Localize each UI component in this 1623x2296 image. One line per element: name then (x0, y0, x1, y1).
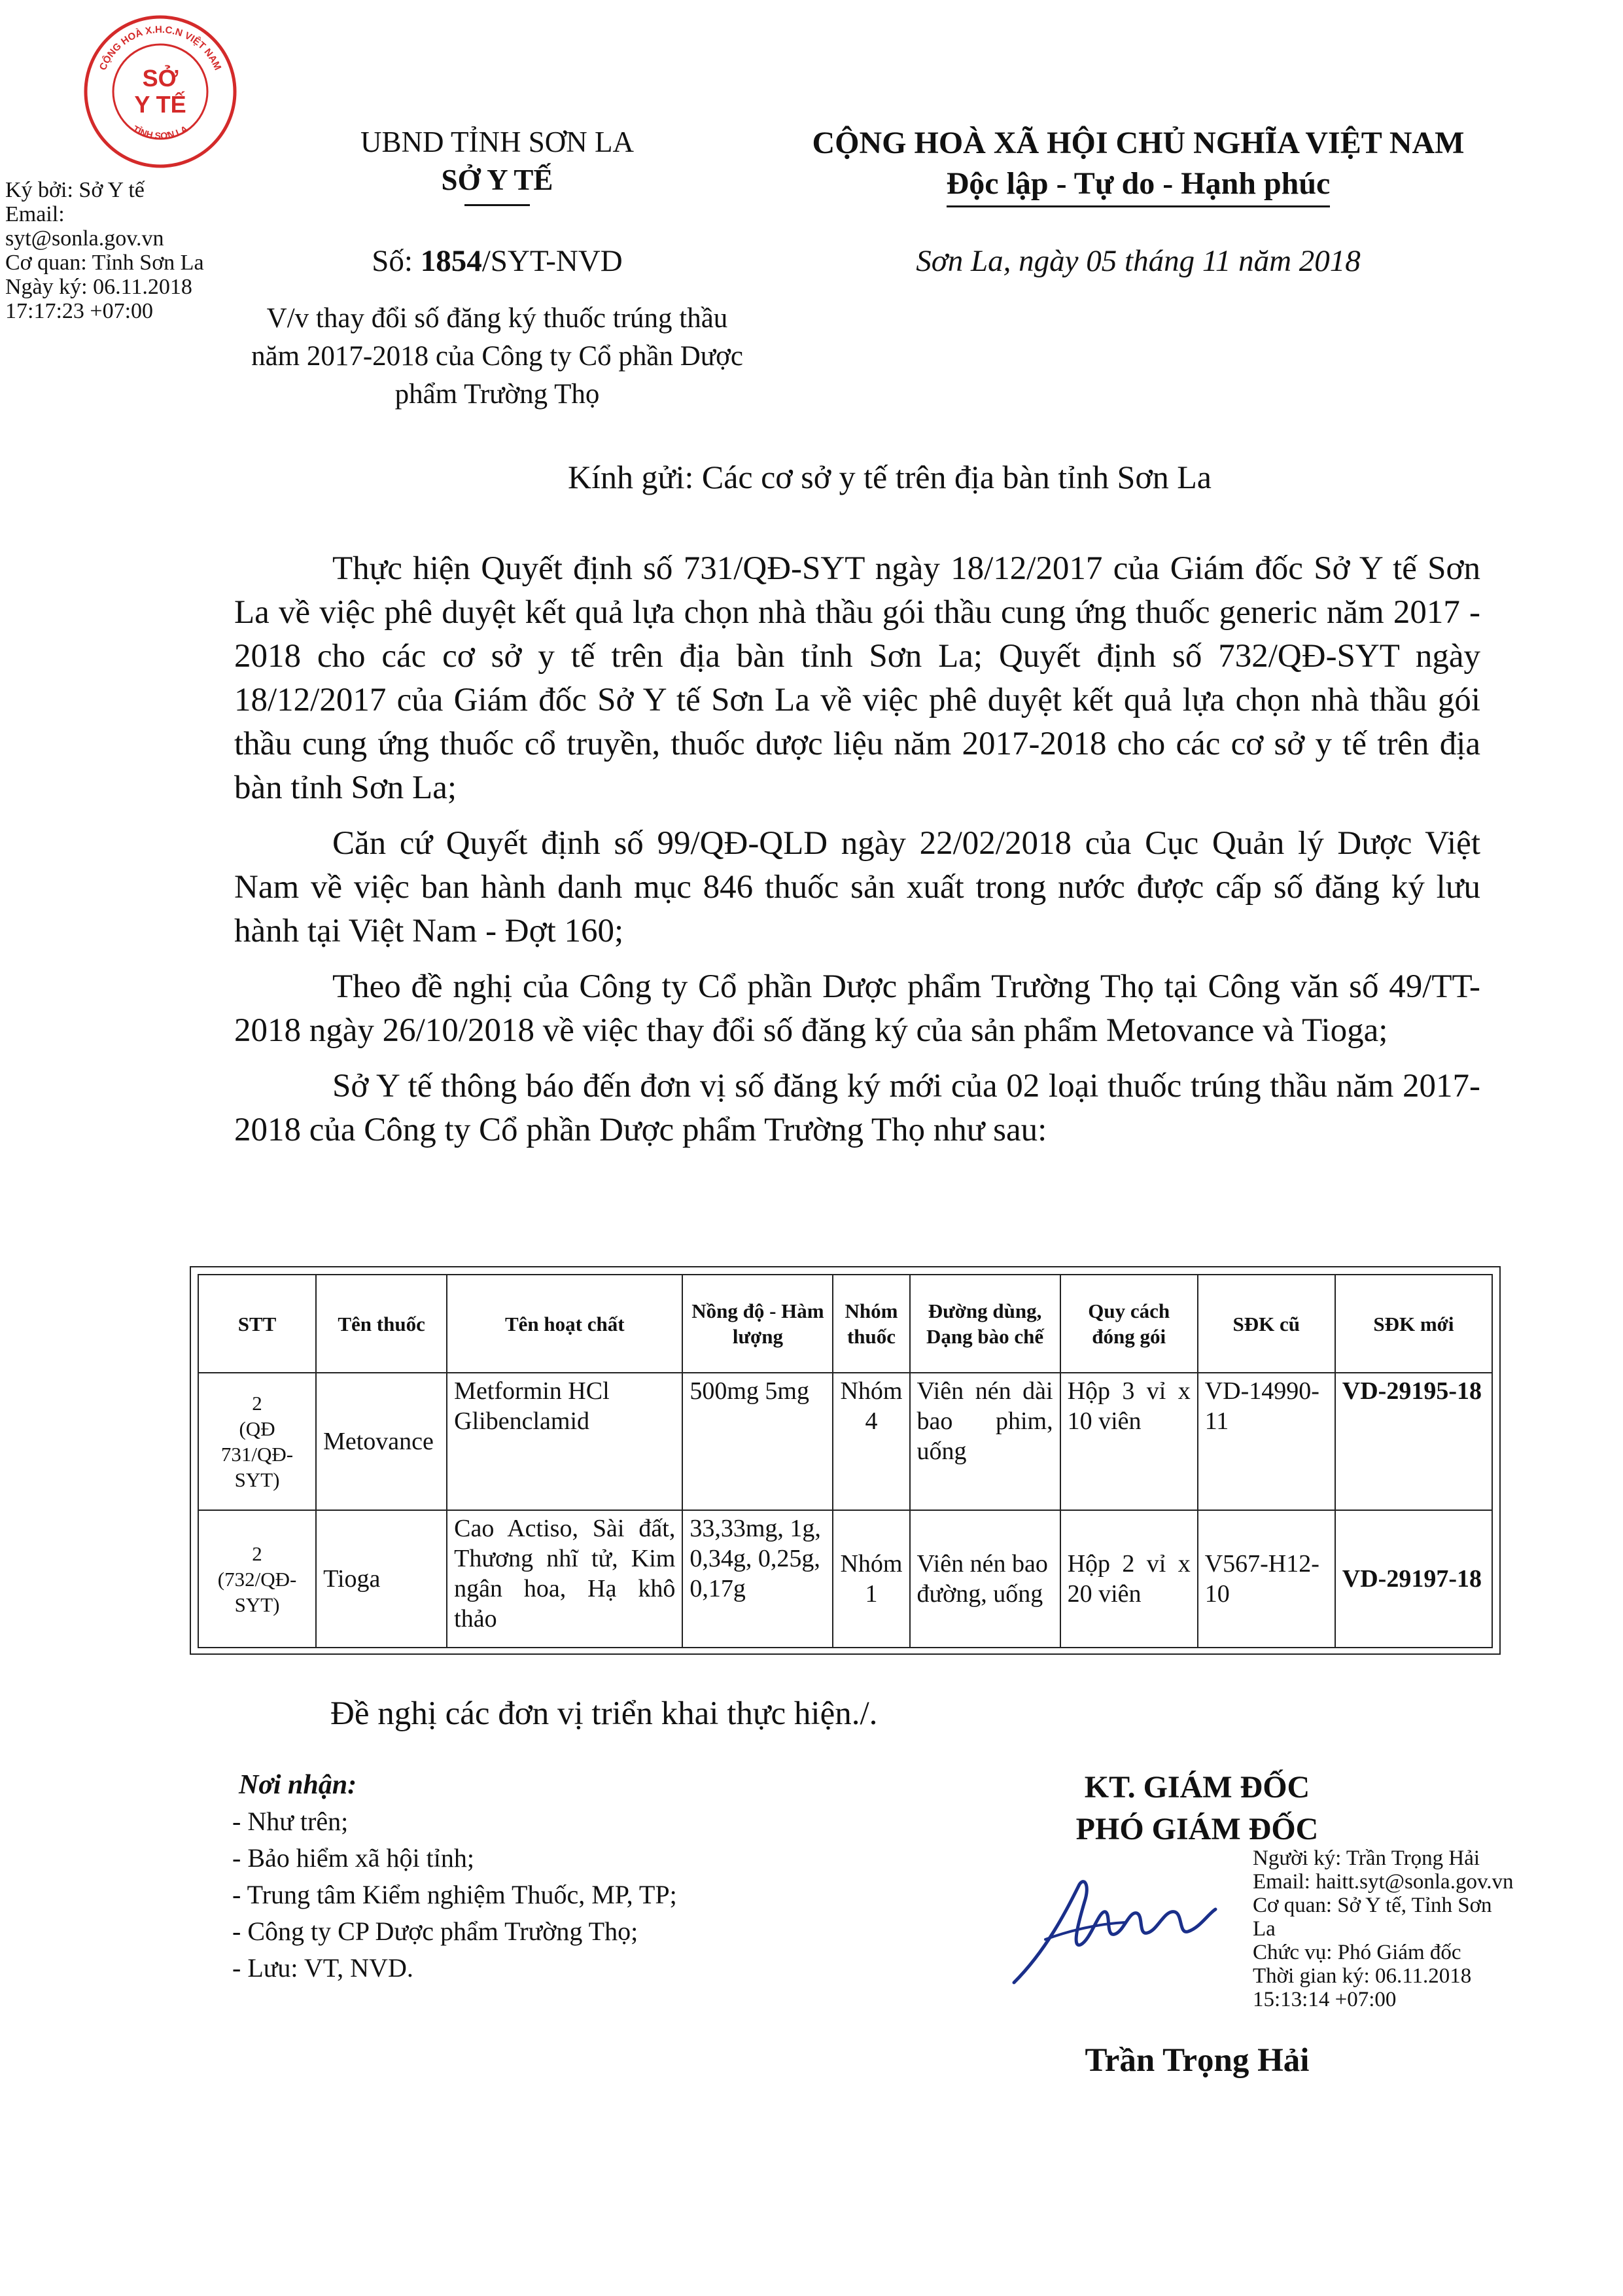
recipient-item: - Trung tâm Kiểm nghiệm Thuốc, MP, TP; (232, 1880, 677, 1909)
signatory-meta-line: 15:13:14 +07:00 (1253, 1988, 1397, 2011)
header-new-reg: SĐK mới (1335, 1275, 1492, 1373)
body-paragraph: Căn cứ Quyết định số 99/QĐ-QLD ngày 22/02/2018 của Cục Quản lý Dược Việt Nam về việc ban hành danh mục 846 thuốc sản xuất trong nước được cấp số đăng ký lưu hành tại Việt Nam - Đợt 160; (234, 825, 1480, 949)
signatory-meta-line: Thời gian ký: 06.11.2018 (1253, 1964, 1472, 1988)
doc-number-label: Số: (372, 244, 421, 278)
signature-line: 17:17:23 +07:00 (5, 299, 154, 323)
body-paragraph: Theo đề nghị của Công ty Cổ phần Dược phẩm Trường Thọ tại Công văn số 49/TT-2018 ngày 26/10/2018 về việc thay đổi số đăng ký của sản phẩm Metovance và Tioga; (234, 968, 1480, 1049)
signature-line: Cơ quan: Tỉnh Sơn La (5, 251, 204, 275)
department-underline (464, 204, 530, 206)
cell-packaging: Hộp 2 vỉ x 20 viên (1060, 1510, 1198, 1648)
drug-table-frame (190, 1266, 1501, 1655)
signatory-meta-line: Chức vụ: Phó Giám đốc (1253, 1941, 1461, 1964)
signatory-meta-line: Cơ quan: Sở Y tế, Tỉnh Sơn (1253, 1894, 1492, 1917)
cell-drug-name: Tioga (316, 1510, 447, 1648)
document-subject: V/v thay đổi số đăng ký thuốc trúng thầu năm 2017-2018 của Công ty Cổ phần Dược phẩm Trường Thọ (251, 303, 743, 410)
recipients-list (232, 1767, 886, 1987)
header-old-reg: SĐK cũ (1198, 1275, 1335, 1373)
stt-number: 2 (252, 1542, 262, 1565)
document-number (281, 243, 713, 279)
header-stt: STT (198, 1275, 316, 1373)
table-row (198, 1510, 1492, 1648)
header-drug-group: Nhóm thuốc (833, 1275, 909, 1373)
stt-number: 2 (252, 1392, 262, 1415)
svg-text:TỈNH SƠN LA (131, 123, 190, 141)
signatory-meta-line: La (1253, 1917, 1276, 1941)
body-paragraph: Thực hiện Quyết định số 731/QĐ-SYT ngày 18/12/2017 của Giám đốc Sở Y tế Sơn La về việc phê duyệt kết quả lựa chọn nhà thầu gói thầu cung ứng thuốc generic năm 2017 - 2018 cho các cơ sở y tế trên địa bàn tỉnh Sơn La; Quyết định số 732/QĐ-SYT ngày 18/12/2017 của Giám đốc Sở Y tế Sơn La về việc phê duyệt kết quả lựa chọn nhà thầu gói thầu cung ứng thuốc cổ truyền, thuốc dược liệu năm 2017-2018 cho các cơ sở y tế trên địa bàn tỉnh Sơn La; (234, 550, 1480, 806)
header-drug-name: Tên thuốc (316, 1275, 447, 1373)
signature-line: Ký bởi: Sở Y tế (5, 178, 145, 202)
signatory-meta-line: Người ký: Trần Trọng Hải (1253, 1846, 1480, 1870)
cell-drug-group: Nhóm 4 (833, 1373, 909, 1510)
national-motto: Độc lập - Tự do - Hạnh phúc (947, 164, 1331, 207)
cell-drug-group: Nhóm 1 (833, 1510, 909, 1648)
country-name: CỘNG HOÀ XÃ HỘI CHỦ NGHĨA VIỆT NAM (812, 126, 1465, 160)
salutation: Kính gửi: Các cơ sở y tế trên địa bàn tỉnh Sơn La (567, 459, 1212, 495)
stt-reference: (QĐ 731/QĐ-SYT) (220, 1417, 294, 1491)
stamp-ring-bottom: TỈNH SƠN LA (131, 123, 190, 141)
cell-route-form: Viên nén bao đường, uống (910, 1510, 1060, 1648)
recipient-item: - Công ty CP Dược phẩm Trường Thọ; (232, 1916, 638, 1946)
doc-number-suffix: /SYT-NVD (481, 244, 623, 278)
cell-packaging: Hộp 3 vỉ x 10 viên (1060, 1373, 1198, 1510)
signatory-title-line2: PHÓ GIÁM ĐỐC (1075, 1812, 1319, 1846)
department-name: SỞ Y TẾ (441, 164, 553, 196)
issuing-organization (281, 123, 713, 206)
signatory-title (968, 1767, 1426, 1850)
signatory-meta-line: Email: haitt.syt@sonla.gov.vn (1253, 1870, 1514, 1894)
signatory-digital-info (1253, 1846, 1593, 2011)
authority-name: UBND TỈNH SƠN LA (360, 126, 634, 158)
signature-line: syt@sonla.gov.vn (5, 226, 164, 251)
official-stamp (82, 13, 239, 170)
cell-route-form: Viên nén dài bao phim, uống (910, 1373, 1060, 1510)
cell-stt (198, 1510, 316, 1648)
handwritten-signature (1007, 1871, 1223, 1996)
cell-concentration: 500mg 5mg (682, 1373, 833, 1510)
recipient-item: - Như trên; (232, 1807, 349, 1836)
drug-table (198, 1274, 1493, 1648)
signatory-name: Trần Trọng Hải (1085, 2042, 1310, 2079)
table-header-row (198, 1275, 1492, 1373)
body-paragraph: Sở Y tế thông báo đến đơn vị số đăng ký mới của 02 loại thuốc trúng thầu năm 2017-2018 của Công ty Cổ phần Dược phẩm Trường Thọ như sau: (234, 1068, 1480, 1148)
place-date: Sơn La, ngày 05 tháng 11 năm 2018 (916, 244, 1361, 278)
signature-line: Email: (5, 202, 65, 226)
stt-reference: (732/QĐ-SYT) (217, 1567, 297, 1616)
cell-active-ingredient: Metformin HCl Glibenclamid (447, 1373, 682, 1510)
stamp-center-line2: Y TẾ (134, 91, 186, 118)
header-concentration: Nồng độ - Hàm lượng (682, 1275, 833, 1373)
table-row (198, 1373, 1492, 1510)
stamp-center-line1: SỞ (142, 65, 179, 92)
signatory-title-line1: KT. GIÁM ĐỐC (1084, 1770, 1310, 1805)
header-active-ingredient: Tên hoạt chất (447, 1275, 682, 1373)
cell-old-reg: V567-H12-10 (1198, 1510, 1335, 1648)
national-heading (772, 123, 1505, 207)
document-body (234, 547, 1480, 1164)
recipients-heading: Nơi nhận: (239, 1770, 357, 1800)
cell-stt (198, 1373, 316, 1510)
digital-signature-info (5, 178, 254, 323)
doc-number-value: 1854 (420, 244, 482, 278)
header-route-form: Đường dùng, Dạng bào chế (910, 1275, 1060, 1373)
recipient-item: - Lưu: VT, NVD. (232, 1953, 413, 1983)
signature-line: Ngày ký: 06.11.2018 (5, 275, 192, 299)
cell-concentration: 33,33mg, 1g, 0,34g, 0,25g, 0,17g (682, 1510, 833, 1648)
cell-drug-name: Metovance (316, 1373, 447, 1510)
cell-new-reg: VD-29197-18 (1335, 1510, 1492, 1648)
cell-active-ingredient: Cao Actiso, Sài đất, Thương nhĩ tử, Kim ngân hoa, Hạ khô thảo (447, 1510, 682, 1648)
cell-old-reg: VD-14990-11 (1198, 1373, 1335, 1510)
header-packaging: Quy cách đóng gói (1060, 1275, 1198, 1373)
closing-line: Đề nghị các đơn vị triển khai thực hiện./. (330, 1695, 878, 1732)
cell-new-reg: VD-29195-18 (1335, 1373, 1492, 1510)
recipient-item: - Bảo hiểm xã hội tỉnh; (232, 1843, 474, 1873)
stamp-ring-top: CỘNG HOÀ X.H.C.N VIỆT NAM (97, 24, 224, 72)
